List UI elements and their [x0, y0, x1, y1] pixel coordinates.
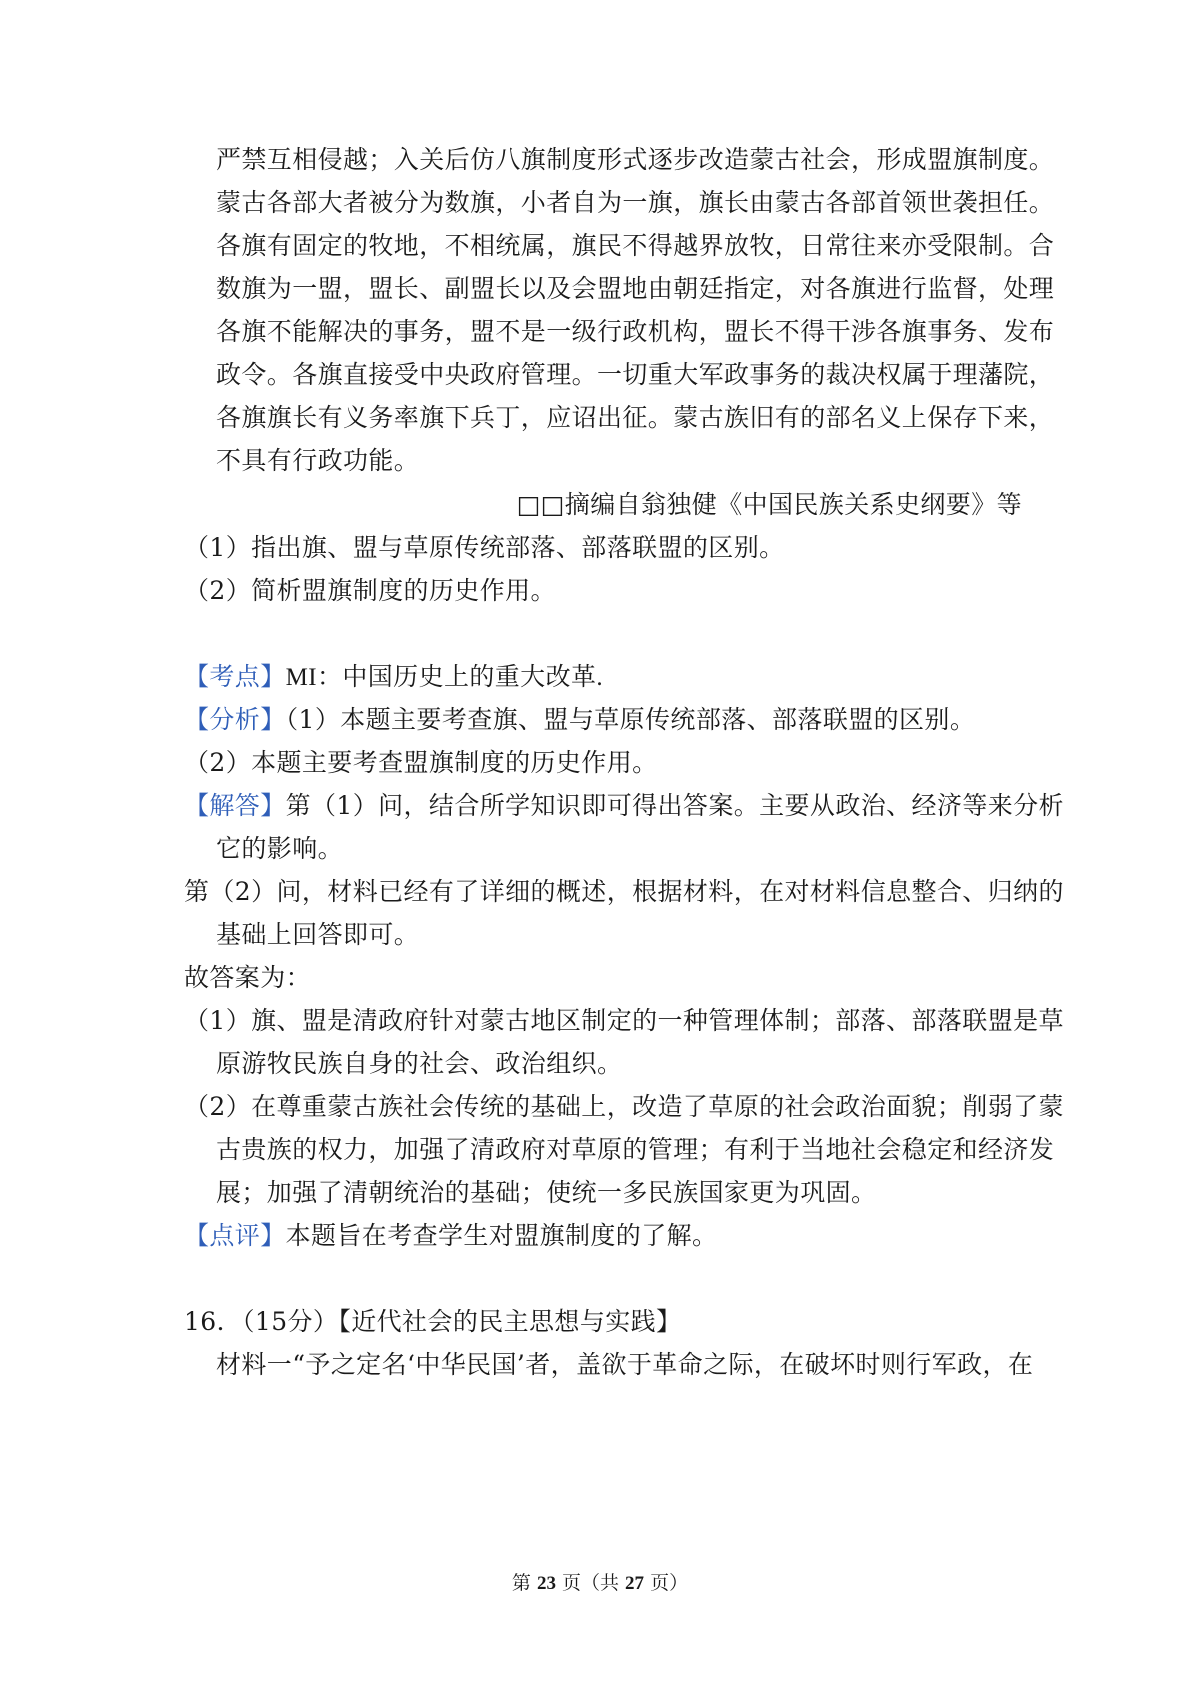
footer-page-number: 23 — [536, 1573, 556, 1594]
material-line-7: 各旗旗长有义务率旗下兵丁，应诏出征。蒙古族旧有的部名义上保存下来， — [216, 403, 1055, 432]
kaodian-tag: 【考点】 — [184, 662, 286, 691]
jieda-line — [184, 789, 1064, 823]
material-line-1: 严禁互相侵越；入关后仿八旗制度形式逐步改造蒙古社会，形成盟旗制度。 — [216, 145, 1055, 174]
answer-2-line-2: 古贵族的权力，加强了清政府对草原的管理；有利于当地社会稳定和经济发 — [216, 1135, 1055, 1164]
material-line-8: 不具有行政功能。 — [216, 446, 420, 475]
fenxi-tag: 【分析】 — [184, 705, 286, 734]
answer-2-line-1: （2）在尊重蒙古族社会传统的基础上，改造了草原的社会政治面貌；削弱了蒙 — [184, 1092, 1064, 1121]
material-line-3: 各旗有固定的牧地，不相统属，旗民不得越界放牧，日常往来亦受限制。合 — [216, 231, 1055, 260]
jieda-tag: 【解答】 — [184, 791, 286, 820]
dianping-tag: 【点评】 — [184, 1221, 286, 1250]
footer-middle: 页（共 — [561, 1572, 619, 1594]
jieda-q2-line-1: 第（2）问，材料已经有了详细的概述，根据材料，在对材料信息整合、归纳的 — [184, 877, 1064, 906]
dianping-line — [184, 1219, 717, 1253]
question-1: （1）指出旗、盟与草原传统部落、部落联盟的区别。 — [184, 533, 785, 562]
footer-suffix: 页） — [650, 1572, 689, 1594]
kaodian-line — [184, 660, 603, 695]
fenxi-line-2: （2）本题主要考查盟旗制度的历史作用。 — [184, 748, 658, 777]
fenxi-text: （1）本题主要考查旗、盟与草原传统部落、部落联盟的区别。 — [285, 705, 976, 734]
answer-1-line-1: （1）旗、盟是清政府针对蒙古地区制定的一种管理体制；部落、部落联盟是草 — [184, 1006, 1064, 1035]
material-line-6: 政令。各旗直接受中央政府管理。一切重大军政事务的裁决权属于理藩院， — [216, 360, 1055, 389]
footer-prefix: 第 — [511, 1572, 531, 1594]
page-footer — [0, 1570, 1200, 1597]
question-2: （2）简析盟旗制度的历史作用。 — [184, 576, 556, 605]
material-line-2: 蒙古各部大者被分为数旗，小者自为一旗，旗长由蒙古各部首领世袭担任。 — [216, 188, 1055, 217]
question-16-header: 16．（15分）【近代社会的民主思想与实践】 — [184, 1307, 682, 1336]
jieda-cont: 它的影响。 — [216, 834, 344, 863]
fenxi-line — [184, 703, 975, 737]
jieda-text: 第（1）问，结合所学知识即可得出答案。主要从政治、经济等来分析 — [285, 791, 1064, 820]
kaodian-text: MI：中国历史上的重大改革. — [285, 664, 604, 691]
material-source: □□摘编自翁独健《中国民族关系史纲要》等 — [516, 490, 1022, 519]
answer-1-line-2: 原游牧民族自身的社会、政治组织。 — [216, 1049, 623, 1078]
question-16-material-line-1: 材料一“予之定名‘中华民国’者，盖欲于革命之际，在破坏时则行军政，在 — [216, 1350, 1034, 1379]
footer-total-pages: 27 — [625, 1573, 645, 1594]
jieda-q2-line-2: 基础上回答即可。 — [216, 920, 420, 949]
answer-intro: 故答案为： — [184, 963, 312, 992]
material-line-4: 数旗为一盟，盟长、副盟长以及会盟地由朝廷指定，对各旗进行监督，处理 — [216, 274, 1055, 303]
material-line-5: 各旗不能解决的事务，盟不是一级行政机构，盟长不得干涉各旗事务、发布 — [216, 317, 1055, 346]
answer-2-line-3: 展；加强了清朝统治的基础；使统一多民族国家更为巩固。 — [216, 1178, 877, 1207]
dianping-text: 本题旨在考查学生对盟旗制度的了解。 — [285, 1221, 718, 1250]
